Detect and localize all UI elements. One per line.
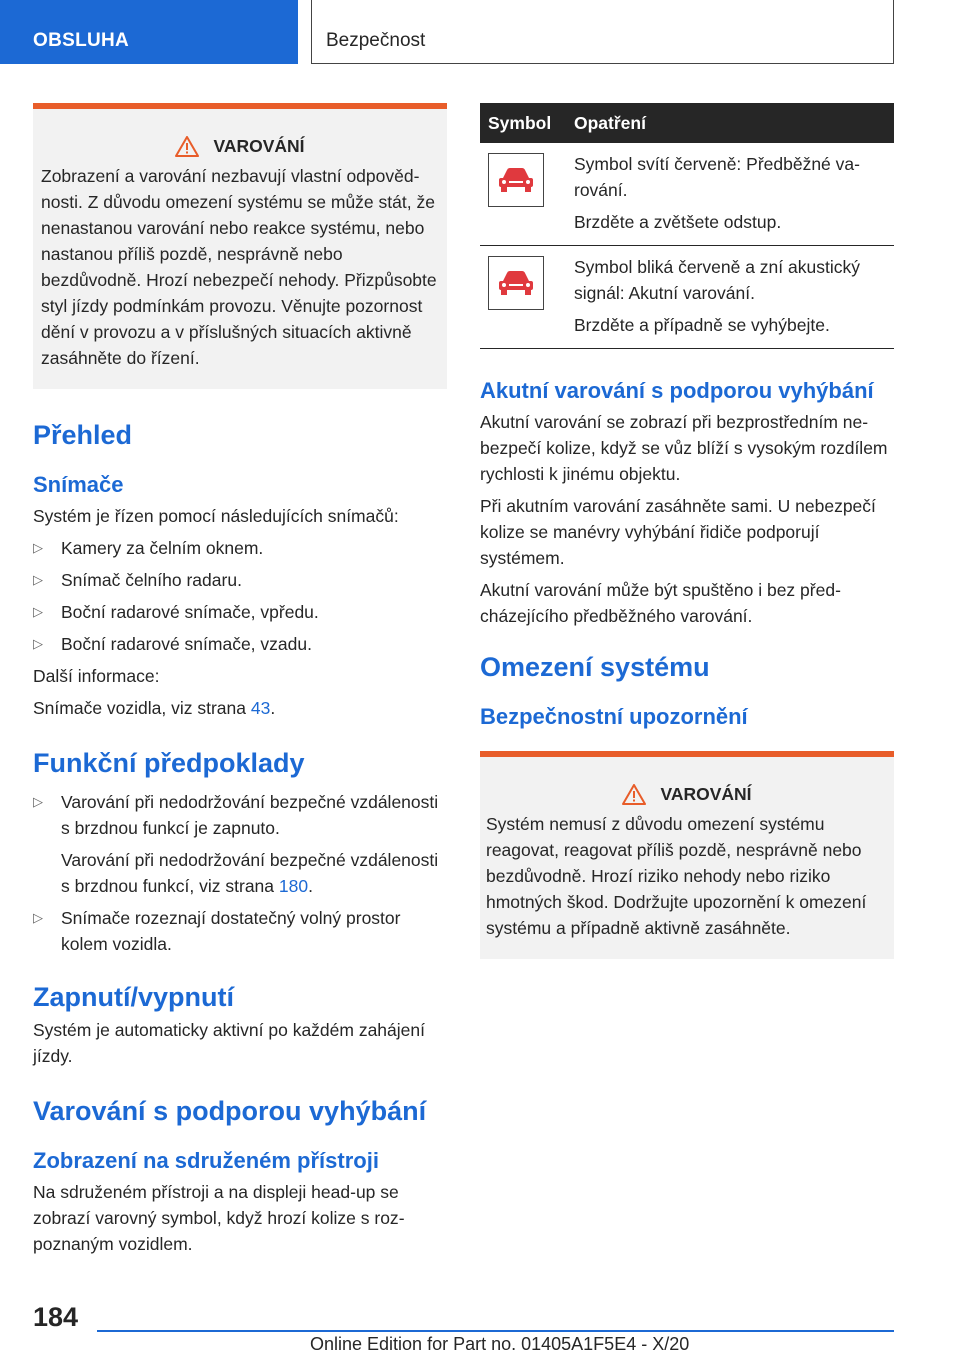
warning-box [33,103,447,389]
cluster-text: Na sdruženém přístroji a na displeji head-up se zobrazí varovný symbol, když hrozí kolize s rozpoznaným vozidlem. [33,1182,405,1254]
on-off-text: Systém je automaticky aktivní po každém zahájení jízdy. [33,1020,425,1066]
left-column [33,103,447,1263]
symbol-table [480,103,894,349]
list-item: ▷ Varování při nedodržování bezpečné vzdálenosti s brzdnou funkcí je zapnuto. Varování při nedodržování bezpečné vzdálenosti s brzdnou funkcí, viz strana 180. [33,789,447,899]
warning-text: Zobrazení a varování nezbavují vlastní odpovědnosti. Z důvodu omezení systému se může stát, že nenastanou varování nebo reakce systému, nebo nastanou příliš pozdě, nesprávně nebo bezdůvodně. Hrozí nebezpečí nehody. Přizpůsobte styl jízdy podmínkám provozu. Věnujte pozornost dění v provozu a v příslušných situacích aktivně zasáhněte do řízení. [41,166,437,368]
footer-rule [97,1330,894,1332]
list-item: ▷ Boční radarové snímače, vpředu. [33,599,447,625]
acute-paragraph-2: Při akutním varování zasáhněte sami. U nebezpečí kolize se manévry vyhýbání řidiče podporují systémem. [480,496,876,568]
sensors-list [33,535,447,657]
table-cell-text: Symbol bliká červeně a zní akustický signál: Akutní varování. [574,257,860,303]
more-info-label: Další informace: [33,666,160,686]
sensors-reference: Snímače vozidla, viz strana 43. [33,698,276,718]
warning-box [480,751,894,959]
acute-paragraph-1: Akutní varování se zobrazí při bezprostředním nebezpečí kolize, když se vůz blíží s vysokým rozdílem rychlosti k jinému objektu. [480,412,888,484]
column-header-symbol: Symbol [480,103,566,143]
bullet-triangle-icon: ▷ [33,540,43,555]
heading-sensors: Snímače [33,472,124,497]
sensors-intro: Systém je řízen pomocí následujících snímačů: [33,506,399,526]
warning-title: VAROVÁNÍ [41,133,439,159]
heading-cluster-display: Zobrazení na sdruženém přístroji [33,1148,379,1173]
edition-note: Online Edition for Part no. 01405A1F5E4 - X/20 [310,1334,690,1354]
heading-system-limits: Omezení systému [480,652,710,682]
warning-triangle-icon [622,784,646,805]
topic-label: Bezpečnost [326,30,426,51]
bullet-triangle-icon: ▷ [33,794,43,809]
table-header-row [480,103,894,143]
list-item: ▷ Boční radarové snímače, vzadu. [33,631,447,657]
section-tab [0,0,298,64]
table-row [480,246,894,349]
heading-prerequisites: Funkční předpoklady [33,748,305,778]
table-cell-text: Symbol svítí červeně: Předběžné varování. [574,154,860,200]
list-item: ▷ Snímač čelního radaru. [33,567,447,593]
table-cell-text: Brzděte a zvětšete odstup. [574,212,782,232]
table-row [480,143,894,246]
page-link-43[interactable]: 43 [250,698,271,718]
topic-tab [311,0,894,64]
heading-evasion-warning: Varování s podporou vyhýbání [33,1096,427,1126]
heading-acute-warning: Akutní varování s podporou vyhýbání [480,378,874,403]
heading-safety-notes: Bezpečnostní upozornění [480,704,748,729]
page-number: 184 [33,1302,79,1332]
bullet-triangle-icon: ▷ [33,636,43,651]
warning-triangle-icon [175,136,199,157]
right-column [480,103,894,989]
bullet-triangle-icon: ▷ [33,604,43,619]
table-cell-text: Brzděte a případně se vyhýbejte. [574,315,830,335]
heading-overview: Přehled [33,420,133,450]
car-front-warning-icon [488,256,544,310]
warning-text: Systém nemusí z důvodu omezení systému reagovat, reagovat příliš pozdě, nesprávně nebo bezdůvodně. Hrozí riziko nehody nebo riziko hmotných škod. Dodržujte upozornění k omezení systému a případně aktivně zasáhněte. [486,814,867,938]
prereq-subnote: Varování při nedodržování bezpečné vzdálenosti s brzdnou funkcí, viz strana 180. [61,850,439,896]
bullet-triangle-icon: ▷ [33,910,43,925]
column-header-action: Opatření [566,103,894,143]
warning-title: VAROVÁNÍ [486,781,888,807]
page-link-180[interactable]: 180 [278,876,309,896]
list-item: ▷ Snímače rozeznají dostatečný volný prostor kolem vozidla. [33,905,447,957]
acute-paragraph-3: Akutní varování může být spuštěno i bez předcházejícího předběžného varování. [480,580,841,626]
list-item: ▷ Kamery za čelním oknem. [33,535,447,561]
car-front-warning-icon [488,153,544,207]
heading-on-off: Zapnutí/vypnutí [33,982,234,1012]
section-label: OBSLUHA [33,30,130,51]
prerequisites-list [33,789,447,957]
bullet-triangle-icon: ▷ [33,572,43,587]
